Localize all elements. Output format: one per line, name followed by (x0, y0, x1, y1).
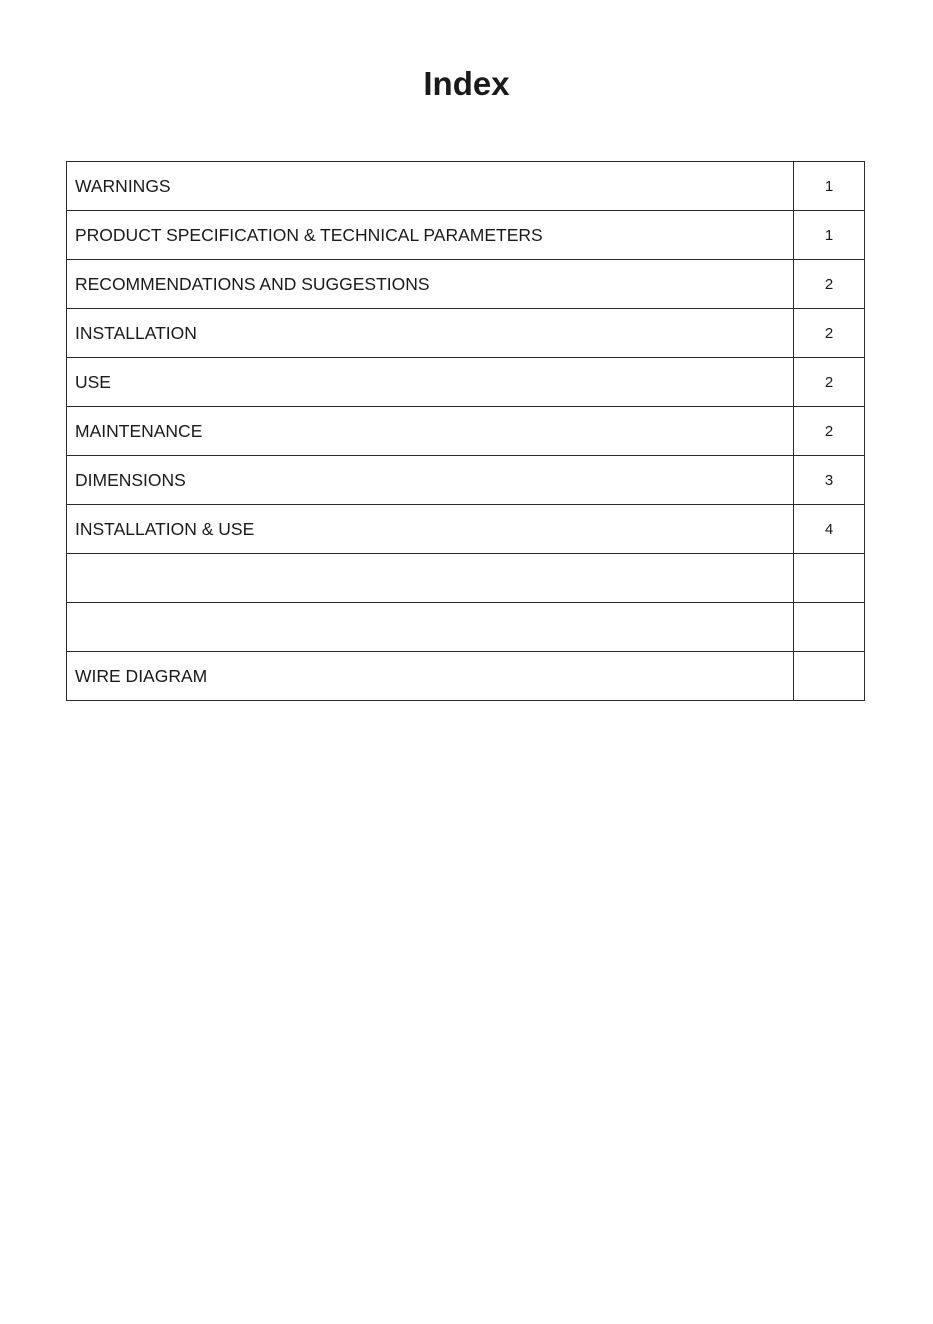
index-entry-label: USE (67, 358, 794, 407)
index-row[interactable] (67, 358, 865, 407)
index-entry-page: 1 (794, 211, 865, 260)
index-entry-page: 2 (794, 407, 865, 456)
index-entry-page: 4 (794, 505, 865, 554)
index-table (66, 161, 865, 701)
index-entry-label: RECOMMENDATIONS AND SUGGESTIONS (67, 260, 794, 309)
index-entry-label: INSTALLATION & USE (67, 505, 794, 554)
index-entry-page: 2 (794, 260, 865, 309)
index-entry-page (794, 603, 865, 652)
index-entry-label (67, 554, 794, 603)
index-entry-page: 3 (794, 456, 865, 505)
index-entry-page: 2 (794, 309, 865, 358)
index-row[interactable] (67, 456, 865, 505)
index-entry-label: MAINTENANCE (67, 407, 794, 456)
index-row[interactable] (67, 260, 865, 309)
index-row (67, 554, 865, 603)
index-entry-page: 2 (794, 358, 865, 407)
index-entry-label: INSTALLATION (67, 309, 794, 358)
page-title: Index (423, 65, 510, 102)
index-row[interactable] (67, 211, 865, 260)
index-entry-label: DIMENSIONS (67, 456, 794, 505)
index-row[interactable] (67, 652, 865, 701)
index-row[interactable] (67, 407, 865, 456)
index-entry-label: PRODUCT SPECIFICATION & TECHNICAL PARAMETERS (67, 211, 794, 260)
index-row (67, 603, 865, 652)
index-entry-label: WIRE DIAGRAM (67, 652, 794, 701)
index-entry-page (794, 652, 865, 701)
index-entry-page (794, 554, 865, 603)
index-row[interactable] (67, 162, 865, 211)
index-row[interactable] (67, 505, 865, 554)
index-entry-label: WARNINGS (67, 162, 794, 211)
index-entry-label (67, 603, 794, 652)
index-entry-page: 1 (794, 162, 865, 211)
index-row[interactable] (67, 309, 865, 358)
